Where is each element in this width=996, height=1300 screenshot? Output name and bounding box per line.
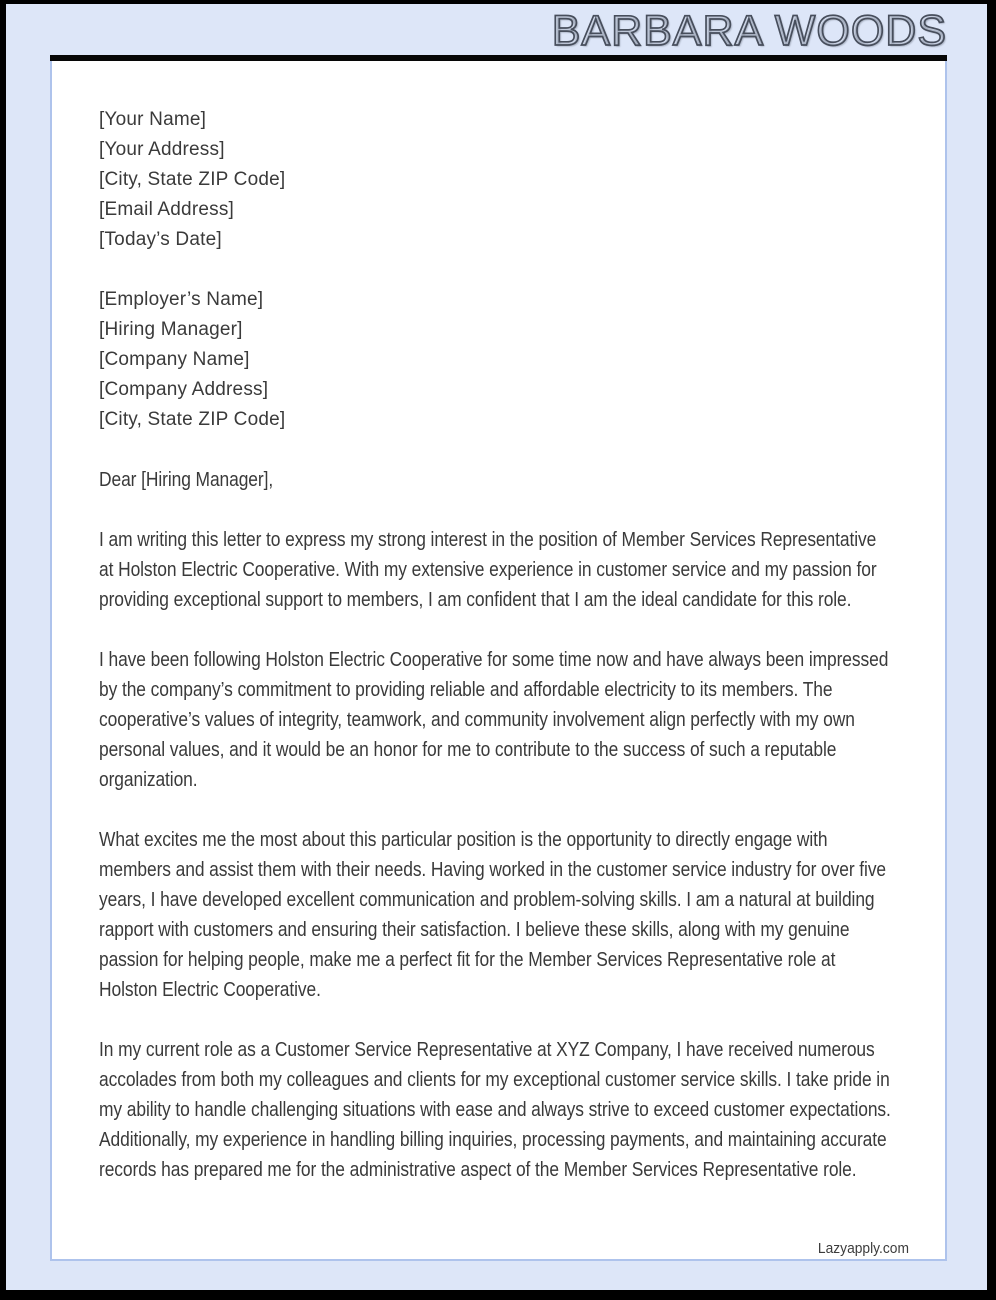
sender-city-line: [City, State ZIP Code] — [99, 169, 286, 190]
sender-name-line: [Your Name] — [99, 109, 207, 130]
recipient-company-line: [Company Name] — [99, 349, 250, 370]
recipient-city-line: [City, State ZIP Code] — [99, 409, 286, 430]
recipient-address-block — [99, 285, 895, 435]
letter-body — [99, 465, 895, 1185]
sender-date-line: [Today’s Date] — [99, 229, 222, 250]
salutation: Dear [Hiring Manager], — [99, 469, 274, 491]
applicant-name-header: BARBARA WOODS — [551, 7, 947, 55]
recipient-company-address-line: [Company Address] — [99, 379, 269, 400]
body-paragraph-1: I am writing this letter to express my strong interest in the position of Member Services Representative at Holston Electric Cooperative. With my extensive experience in customer service and my passion for providing exceptional support to members, I am confident that I am the ideal candidate for this role. — [99, 529, 877, 611]
sender-address-line: [Your Address] — [99, 139, 225, 160]
watermark-brand: Lazyapply.com — [817, 1240, 909, 1257]
sender-address-block — [99, 105, 895, 255]
sender-email-line: [Email Address] — [99, 199, 234, 220]
cover-letter-page — [50, 61, 947, 1261]
recipient-manager-line: [Hiring Manager] — [99, 319, 243, 340]
recipient-employer-line: [Employer’s Name] — [99, 289, 264, 310]
body-paragraph-2: I have been following Holston Electric Cooperative for some time now and have always been impressed by the company’s commitment to providing reliable and affordable electricity to its members. The cooperative’s values of integrity, teamwork, and community involvement align perfectly with my own personal values, and it would be an honor for me to contribute to the success of such a reputable organization. — [99, 649, 889, 791]
body-paragraph-4: In my current role as a Customer Service Representative at XYZ Company, I have received numerous accolades from both my colleagues and clients for my exceptional customer service skills. I take pride in my ability to handle challenging situations with ease and always strive to exceed customer expectations. Additionally, my experience in handling billing inquiries, processing payments, and maintaining accurate records has prepared me for the administrative aspect of the Member Services Representative role. — [99, 1039, 891, 1181]
body-paragraph-3: What excites me the most about this particular position is the opportunity to directly engage with members and assist them with their needs. Having worked in the customer service industry for over five years, I have developed excellent communication and problem-solving skills. I am a natural at building rapport with customers and ensuring their satisfaction. I believe these skills, along with my genuine passion for helping people, make me a perfect fit for the Member Services Representative role at Holston Electric Cooperative. — [99, 829, 887, 1001]
